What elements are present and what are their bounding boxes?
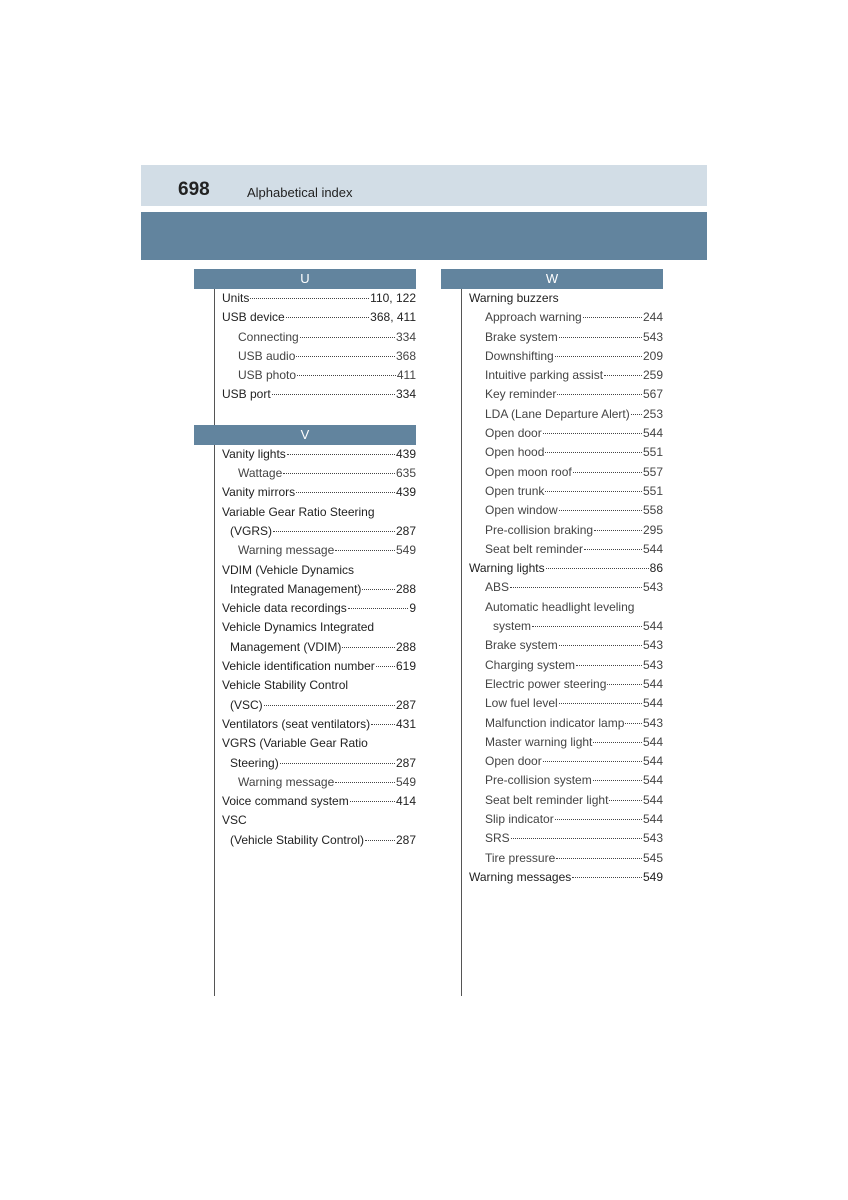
index-entry-term: Malfunction indicator lamp [485, 715, 625, 730]
index-entry-page: 551 [642, 483, 663, 498]
dot-leader [545, 452, 642, 453]
index-entry [222, 522, 416, 541]
dot-leader [376, 666, 395, 667]
index-entry [469, 347, 663, 366]
index-entry-term: Downshifting [485, 348, 554, 363]
index-entry [469, 694, 663, 713]
index-entry-page: 635 [395, 466, 416, 481]
header-band [141, 165, 707, 206]
dot-leader [335, 782, 395, 783]
dot-leader [572, 877, 642, 878]
dot-leader [593, 780, 642, 781]
dot-leader [559, 703, 642, 704]
index-entry [469, 521, 663, 540]
index-entry [222, 328, 416, 347]
index-entry-page: 414 [395, 794, 416, 809]
index-entry [222, 696, 416, 715]
index-entry-page: 439 [395, 485, 416, 500]
dot-leader [559, 337, 642, 338]
dot-leader [286, 317, 369, 318]
index-entry-page: 557 [642, 464, 663, 479]
index-entry-page: 544 [642, 426, 663, 441]
index-entry-term: Vehicle Dynamics Integrated [222, 620, 375, 635]
dot-leader [543, 433, 642, 434]
index-entry [222, 347, 416, 366]
index-entry [222, 289, 416, 308]
index-entry-page: 334 [395, 387, 416, 402]
index-entry [469, 308, 663, 327]
index-entry [222, 657, 416, 676]
dot-leader [584, 549, 642, 550]
index-entry-term: Integrated Management) [230, 581, 362, 596]
index-entry [469, 810, 663, 829]
index-entry-term: Slip indicator [485, 812, 554, 827]
index-entry-term: Voice command system [222, 794, 349, 809]
index-entry-page: 287 [395, 523, 416, 538]
page-title: Alphabetical index [247, 185, 353, 200]
index-entry-term: VDIM (Vehicle Dynamics [222, 562, 355, 577]
dot-leader [371, 724, 395, 725]
index-entry [222, 676, 416, 695]
index-entry-page: 439 [395, 446, 416, 461]
dot-leader [573, 472, 642, 473]
index-entry-page: 288 [395, 581, 416, 596]
index-entry [222, 754, 416, 773]
index-entry [469, 656, 663, 675]
index-entry [222, 385, 416, 404]
index-entry-page: 544 [642, 541, 663, 556]
dot-leader [543, 761, 642, 762]
index-entry-term: Tire pressure [485, 850, 556, 865]
index-entry-page: 86 [649, 561, 663, 576]
dot-leader [287, 454, 395, 455]
index-entry-term: Warning buzzers [469, 291, 559, 305]
index-entry [222, 366, 416, 385]
index-entry [469, 463, 663, 482]
dot-leader [264, 705, 395, 706]
index-entry-page: 368 [395, 348, 416, 363]
index-entry-term: USB device [222, 310, 285, 325]
index-entry-term: ABS [485, 580, 510, 595]
index-entry-term: VSC [222, 813, 247, 828]
dot-leader [296, 356, 395, 357]
index-entry-page: 9 [409, 601, 416, 616]
dot-leader [250, 298, 369, 299]
dot-leader [545, 491, 642, 492]
index-entry-term: Brake system [485, 329, 558, 344]
index-entry-page: 543 [642, 580, 663, 595]
index-entry [469, 617, 663, 636]
index-entry-term: VGRS (Variable Gear Ratio [222, 736, 368, 751]
dot-leader [555, 819, 642, 820]
index-entry-page: 431 [395, 716, 416, 731]
index-entry [222, 445, 416, 464]
index-entry-page: 544 [642, 754, 663, 769]
index-entry-term: Connecting [238, 329, 299, 344]
dot-leader [283, 473, 395, 474]
index-entry [222, 580, 416, 599]
index-entry-page: 209 [642, 348, 663, 363]
dot-leader [557, 394, 642, 395]
index-entry-term: Open trunk [485, 483, 545, 498]
index-entry [469, 829, 663, 848]
dot-leader [607, 684, 642, 685]
index-entry-page: 253 [642, 406, 663, 421]
index-entry-term: LDA (Lane Departure Alert) [485, 406, 630, 421]
index-entry-page: 543 [642, 638, 663, 653]
index-entry-page: 567 [642, 387, 663, 402]
section-u-entries [194, 289, 416, 405]
index-entry-term: Pre-collision system [485, 773, 592, 788]
index-entry [469, 385, 663, 404]
index-entry-term: Warning message [238, 543, 335, 558]
index-entry-term: (VGRS) [230, 523, 272, 538]
index-entry-term: Vanity mirrors [222, 485, 296, 500]
index-entry-page: 544 [642, 792, 663, 807]
index-entry-page: 288 [395, 639, 416, 654]
section-w-entries [441, 289, 663, 887]
index-entry [469, 771, 663, 790]
index-entry [222, 541, 416, 560]
index-column-left [194, 269, 416, 850]
dot-leader [510, 587, 642, 588]
dot-leader [297, 375, 396, 376]
index-entry [469, 501, 663, 520]
index-entry [469, 289, 663, 308]
index-entry-term: Seat belt reminder [485, 541, 584, 556]
index-entry [469, 443, 663, 462]
index-entry-page: 543 [642, 715, 663, 730]
dot-leader [583, 317, 642, 318]
index-entry-page: 287 [395, 832, 416, 847]
index-entry [469, 578, 663, 597]
dot-leader [576, 665, 642, 666]
index-entry-term: Brake system [485, 638, 558, 653]
index-entry-page: 543 [642, 831, 663, 846]
index-entry-term: Warning lights [469, 561, 545, 576]
index-entry-page: 545 [642, 850, 663, 865]
index-entry [469, 849, 663, 868]
dot-leader [594, 530, 642, 531]
dot-leader [511, 838, 642, 839]
index-entry-term: Charging system [485, 657, 576, 672]
index-entry-page: 287 [395, 755, 416, 770]
index-entry [469, 328, 663, 347]
index-entry-page: 543 [642, 329, 663, 344]
index-entry-page: 619 [395, 659, 416, 674]
index-entry-term: system [493, 619, 532, 634]
dot-leader [273, 531, 395, 532]
index-entry-page: 110, 122 [370, 291, 416, 305]
section-header-v: V [194, 425, 416, 445]
dot-leader [556, 858, 642, 859]
index-entry-term: Automatic headlight leveling [485, 599, 635, 614]
index-entry-page: 549 [642, 869, 663, 884]
index-entry-term: Variable Gear Ratio Steering [222, 504, 375, 519]
index-entry-term: Seat belt reminder light [485, 792, 609, 807]
index-entry-term: Open door [485, 754, 542, 769]
index-entry-term: Low fuel level [485, 696, 558, 711]
dot-leader [609, 800, 642, 801]
index-entry-term: Intuitive parking assist [485, 368, 604, 383]
index-entry-term: SRS [485, 831, 510, 846]
index-entry [469, 405, 663, 424]
dot-leader [296, 492, 395, 493]
index-entry-term: Vehicle data recordings [222, 601, 347, 616]
dot-leader [342, 647, 395, 648]
page-number: 698 [178, 179, 210, 200]
index-entry [469, 714, 663, 733]
dot-leader [625, 723, 642, 724]
index-entry-page: 543 [642, 657, 663, 672]
index-entry-term: (Vehicle Stability Control) [230, 832, 365, 847]
index-entry-term: Vehicle identification number [222, 659, 375, 674]
index-entry [469, 559, 663, 578]
dot-leader [272, 394, 395, 395]
index-entry-page: 334 [395, 329, 416, 344]
index-entry-term: USB photo [238, 368, 297, 383]
section-header-u: U [194, 269, 416, 289]
dot-leader [559, 645, 642, 646]
index-entry-term: Key reminder [485, 387, 557, 402]
index-entry-term: Master warning light [485, 734, 593, 749]
index-entry-page: 544 [642, 773, 663, 788]
section-header-w: W [441, 269, 663, 289]
index-entry [469, 366, 663, 385]
dot-leader [280, 763, 395, 764]
index-entry [222, 638, 416, 657]
index-column-right [441, 269, 663, 887]
index-entry-term: (VSC) [230, 697, 263, 712]
dot-leader [365, 840, 395, 841]
index-entry [469, 598, 663, 617]
index-entry-term: USB port [222, 387, 271, 402]
dot-leader [532, 626, 642, 627]
index-entry-page: 295 [642, 522, 663, 537]
index-entry [222, 618, 416, 637]
index-entry [222, 464, 416, 483]
index-entry-term: Management (VDIM) [230, 639, 342, 654]
index-entry-term: USB audio [238, 348, 296, 363]
index-entry-page: 544 [642, 696, 663, 711]
dot-leader [348, 608, 409, 609]
index-entry [469, 424, 663, 443]
index-entry-term: Approach warning [485, 310, 582, 325]
dot-leader [559, 510, 642, 511]
index-entry-term: Vanity lights [222, 446, 286, 461]
dot-leader [593, 742, 642, 743]
index-entry-page: 544 [642, 734, 663, 749]
index-entry [222, 599, 416, 618]
dot-leader [362, 589, 395, 590]
dot-leader [350, 801, 395, 802]
index-entry [469, 540, 663, 559]
index-entry-page: 549 [395, 774, 416, 789]
index-entry [469, 791, 663, 810]
dot-leader [555, 356, 642, 357]
index-entry-term: Steering) [230, 755, 279, 770]
index-entry-term: Open window [485, 503, 558, 518]
index-entry-term: Pre-collision braking [485, 522, 594, 537]
dot-leader [546, 568, 649, 569]
index-entry-page: 244 [642, 310, 663, 325]
index-entry [222, 715, 416, 734]
index-entry-page: 544 [642, 619, 663, 634]
index-entry-term: Warning message [238, 774, 335, 789]
index-entry [469, 636, 663, 655]
index-entry [222, 831, 416, 850]
index-entry-page: 544 [642, 676, 663, 691]
index-entry-page: 287 [395, 697, 416, 712]
index-entry-term: Open door [485, 426, 542, 441]
index-entry-page: 411 [396, 368, 416, 383]
index-entry [222, 483, 416, 502]
index-entry-page: 544 [642, 812, 663, 827]
dot-leader [604, 375, 642, 376]
index-entry-term: Open hood [485, 445, 545, 460]
index-entry-page: 558 [642, 503, 663, 518]
index-entry [469, 733, 663, 752]
index-entry [469, 675, 663, 694]
index-entry-term: Units [222, 291, 250, 305]
index-entry-term: Ventilators (seat ventilators) [222, 716, 371, 731]
index-entry [222, 773, 416, 792]
dot-leader [631, 414, 642, 415]
index-entry-page: 259 [642, 368, 663, 383]
index-entry-page: 368, 411 [370, 310, 416, 325]
index-entry [469, 482, 663, 501]
index-entry-term: Electric power steering [485, 676, 607, 691]
index-entry [469, 868, 663, 887]
index-entry-term: Vehicle Stability Control [222, 678, 349, 693]
index-entry [222, 561, 416, 580]
dot-leader [300, 337, 395, 338]
index-entry-page: 551 [642, 445, 663, 460]
index-entry-term: Wattage [238, 466, 283, 481]
index-entry [222, 811, 416, 830]
header-bar [141, 212, 707, 260]
index-entry [222, 503, 416, 522]
index-entry [222, 308, 416, 327]
index-entry [469, 752, 663, 771]
index-entry-term: Warning messages [469, 869, 572, 884]
index-entry-term: Open moon roof [485, 464, 572, 479]
index-entry-page: 549 [395, 543, 416, 558]
index-entry [222, 792, 416, 811]
section-v-entries [194, 445, 416, 850]
index-entry [222, 734, 416, 753]
dot-leader [335, 550, 395, 551]
